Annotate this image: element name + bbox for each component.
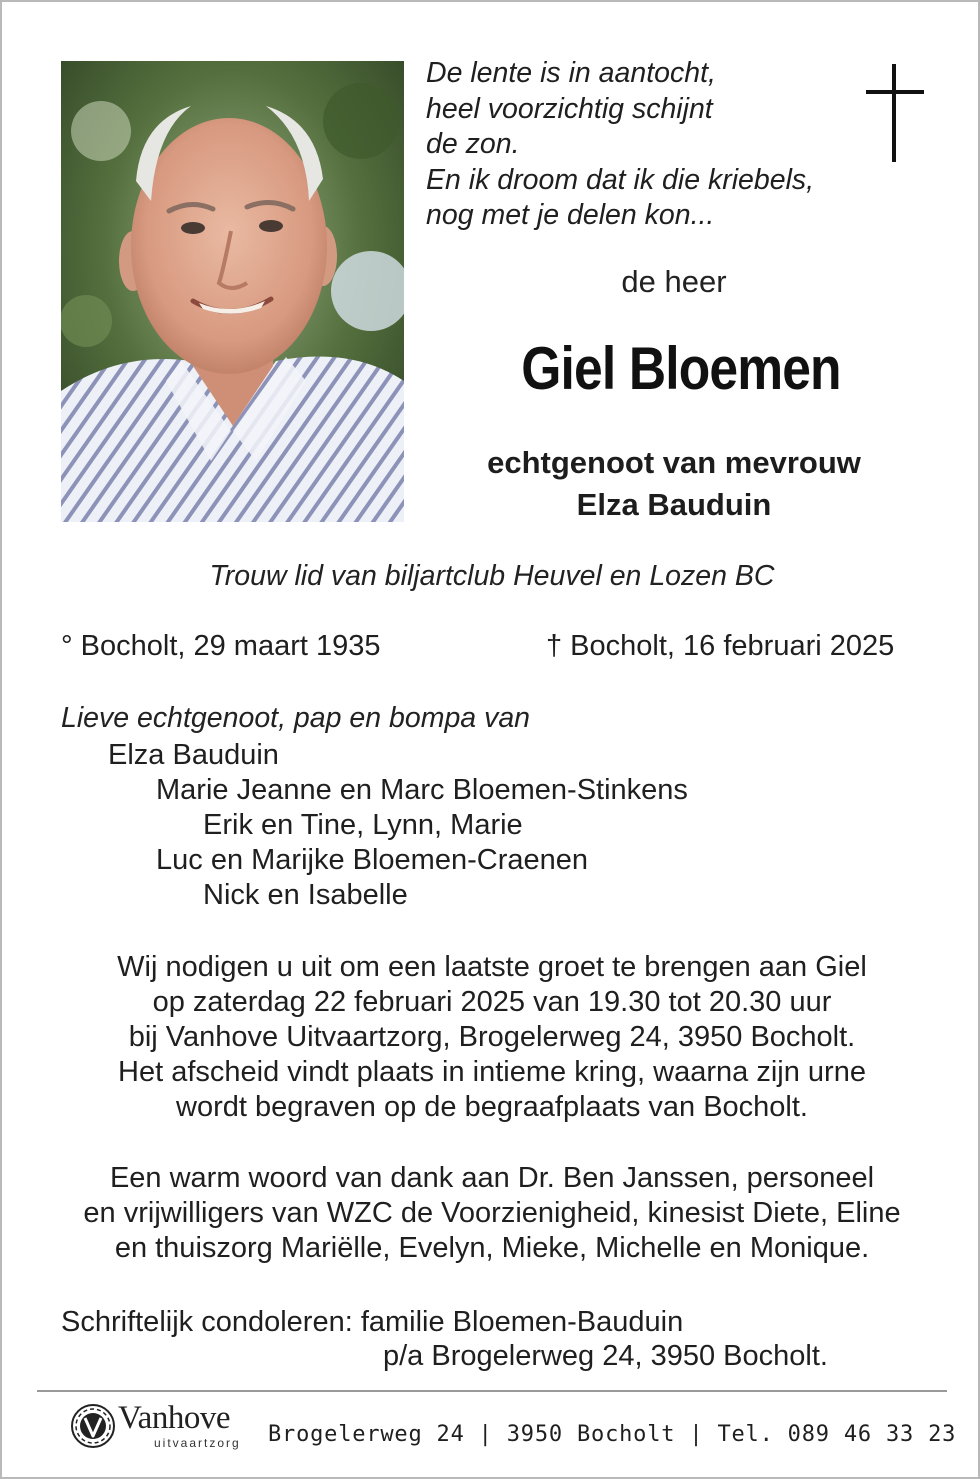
- invitation-line: op zaterdag 22 februari 2025 van 19.30 tot 20.30 uur: [152, 986, 832, 1018]
- family-member: Erik en Tine, Lynn, Marie: [203, 809, 523, 841]
- family-intro: Lieve echtgenoot, pap en bompa van: [61, 702, 531, 734]
- spouse-block: [422, 442, 926, 526]
- footer-divider: [37, 1390, 947, 1392]
- poem-line: de zon.: [426, 128, 520, 160]
- invitation-line: bij Vanhove Uitvaartzorg, Brogelerweg 24, 3950 Bocholt.: [128, 1021, 856, 1053]
- thanks-paragraph: [2, 1161, 980, 1266]
- spouse-name: Elza Bauduin: [576, 487, 772, 522]
- salutation: de heer: [621, 264, 727, 299]
- portrait-photo: [61, 61, 404, 522]
- family-member: Nick en Isabelle: [203, 879, 408, 911]
- invitation-paragraph: [2, 950, 980, 1125]
- logo-name: Vanhove: [118, 1400, 230, 1436]
- condolence-line: Schriftelijk condoleren: familie Bloemen-Bauduin: [61, 1306, 684, 1338]
- invitation-line: Het afscheid vindt plaats in intieme kring, waarna zijn urne: [118, 1056, 866, 1088]
- family-member: Elza Bauduin: [108, 739, 279, 771]
- poem-line: heel voorzichtig schijnt: [426, 92, 713, 125]
- cross-icon: [866, 64, 924, 162]
- poem: [426, 56, 814, 234]
- family-member: Marie Jeanne en Marc Bloemen-Stinkens: [156, 774, 688, 806]
- poem-line: En ik droom dat ik die kriebels,: [426, 163, 815, 196]
- logo-subtitle: uitvaartzorg: [154, 1436, 241, 1450]
- condolence-address: p/a Brogelerweg 24, 3950 Bocholt.: [383, 1340, 828, 1372]
- invitation-line: Wij nodigen u uit om een laatste groet te brengen aan Giel: [117, 951, 867, 983]
- death-info: † Bocholt, 16 februari 2025: [546, 630, 895, 662]
- birth-info: ° Bocholt, 29 maart 1935: [61, 630, 381, 662]
- family-member: Luc en Marijke Bloemen-Craenen: [156, 844, 588, 876]
- poem-line: De lente is in aantocht,: [426, 57, 716, 89]
- footer-contact: Brogelerweg 24 | 3950 Bocholt | Tel. 089 46 33 23: [268, 1422, 957, 1447]
- thanks-line: en vrijwilligers van WZC de Voorzienigheid, kinesist Diete, Eline: [83, 1197, 901, 1229]
- poem-line: nog met je delen kon...: [426, 199, 715, 231]
- invitation-line: wordt begraven op de begraafplaats van Bocholt.: [176, 1091, 808, 1123]
- spouse-intro: echtgenoot van mevrouw: [487, 445, 861, 480]
- thanks-line: Een warm woord van dank aan Dr. Ben Janssen, personeel: [109, 1162, 875, 1194]
- club-membership: Trouw lid van biljartclub Heuvel en Lozen BC: [209, 560, 775, 592]
- vanhove-logo-icon: [68, 1400, 118, 1452]
- thanks-line: en thuiszorg Mariëlle, Evelyn, Mieke, Michelle en Monique.: [114, 1232, 870, 1264]
- deceased-name: Giel Bloemen: [521, 335, 841, 402]
